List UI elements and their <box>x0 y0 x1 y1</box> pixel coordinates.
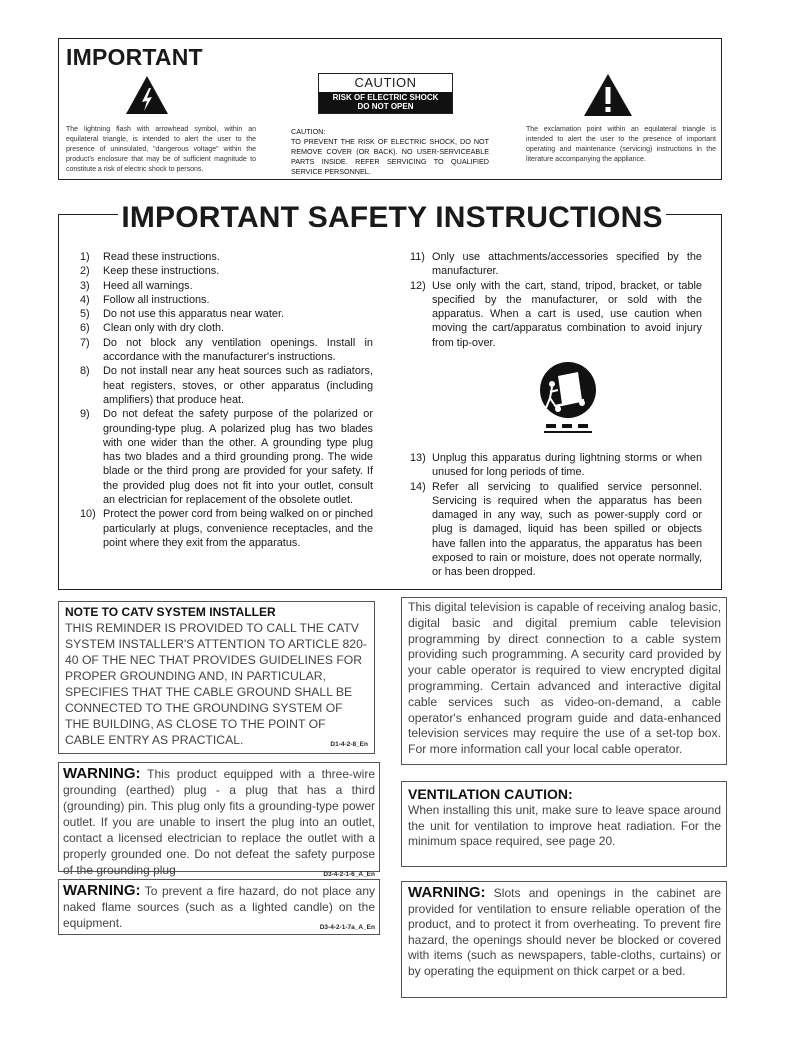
safety-item-text: Refer all servicing to qualified service personnel. Servicing is required when the apparatus has been damaged in any way, such as power-supply cord or plug is damaged, liquid has been spilled or objects have fallen into the apparatus, the apparatus has been exposed to rain or moisture, does not operate normally, or has been dropped. <box>432 480 702 579</box>
fire-warning-code: D3-4-2-1-7a_A_En <box>319 924 375 931</box>
safety-item-text: Clean only with dry cloth. <box>103 322 225 335</box>
safety-list-right-bottom <box>410 451 702 580</box>
safety-item-text: Do not install near any heat sources such as radiators, heat registers, stoves, or other apparatus (including amplifiers) that produce heat. <box>103 365 373 406</box>
safety-item-number: 14) <box>410 480 426 493</box>
exclamation-triangle-icon <box>583 73 633 117</box>
safety-item <box>80 264 373 278</box>
fire-warning-box <box>58 879 380 935</box>
safety-item <box>80 293 373 307</box>
warning-heading: WARNING: <box>408 884 486 901</box>
caution-label-bottom <box>319 92 452 113</box>
cart-tipover-icon <box>538 360 598 434</box>
openings-warning-text: Slots and openings in the cabinet are provided for ventilation to ensure reliable operation of the product, and to protect it from overheating. To prevent fire hazard, the openings should never be blocked or covered with items (such as newspapers, table-cloths, curtains) or by operating the equipment on thick carpet or a bed. <box>408 886 721 978</box>
safety-item-text: Use only with the cart, stand, tripod, bracket, or table specified by the manufacturer, or sold with the apparatus. When a cart is used, use caution when moving the cart/apparatus combination to avoid injury from tip-over. <box>432 279 702 349</box>
safety-item <box>80 336 373 365</box>
safety-item-number: 13) <box>410 452 426 464</box>
safety-item-text: Read these instructions. <box>103 251 220 263</box>
caution-explanation <box>291 127 489 177</box>
safety-item-number: 8) <box>80 365 90 378</box>
catv-note-code: D1-4-2-8_En <box>330 741 368 748</box>
grounding-warning-box <box>58 762 380 878</box>
safety-list-right-top <box>410 250 702 350</box>
safety-item <box>410 451 702 480</box>
grounding-warning-code: D3-4-2-1-6_A_En <box>323 871 375 878</box>
safety-item <box>80 250 373 264</box>
ventilation-caution-body: When installing this unit, make sure to leave space around the unit for ventilation to improve heat radiation. For the minimum space required, see page 20. <box>408 803 721 848</box>
safety-item-text: Protect the power cord from being walked on or pinched particularly at plugs, convenience receptacles, and the point where they exit from the apparatus. <box>103 508 373 549</box>
safety-item-number: 7) <box>80 336 90 349</box>
digital-tv-note: This digital television is capable of receiving analog basic, digital basic and digital premium cable television programming by direct connection to a cable system providing such programming. A security card provided by your cable operator is required to view encrypted digital programming. Certain advanced and interactive digital cable services such as video-on-demand, a cable operator's enhanced program guide and data-enhanced television services may require the use of a set-top box. For more information call your local cable operator. <box>401 597 727 765</box>
safety-item-text: Follow all instructions. <box>103 293 210 306</box>
safety-item-number: 5) <box>80 308 90 321</box>
openings-warning-box <box>401 881 727 998</box>
important-box <box>58 38 722 180</box>
caution-label-line2: DO NOT OPEN <box>357 102 414 111</box>
catv-note-body <box>65 620 368 748</box>
safety-item <box>80 364 373 407</box>
safety-item-number: 9) <box>80 408 90 421</box>
safety-item-text: Only use attachments/accessories specified by the manufacturer. <box>432 251 702 278</box>
safety-item-text: Do not block any ventilation openings. Install in accordance with the manufacturer's instructions. <box>103 336 373 364</box>
warning-heading: WARNING: <box>63 765 141 782</box>
safety-item <box>80 307 373 321</box>
safety-item-number: 1) <box>80 251 90 263</box>
safety-item <box>410 250 702 279</box>
safety-item-number: 6) <box>80 322 90 335</box>
safety-title: IMPORTANT SAFETY INSTRUCTIONS <box>118 200 666 236</box>
warning-heading: WARNING: <box>63 882 141 899</box>
caution-label-top: CAUTION <box>354 75 417 90</box>
safety-item-text: Do not defeat the safety purpose of the polarized or grounding-type plug. A polarized plug has two blades with one wider than the other. A grounding type plug has two blades and a third grounding prong. The wide blade or the third prong are provided for your safety. If the provided plug does not fit into your outlet, consult an electrician for replacement of the obsolete outlet. <box>103 408 373 507</box>
exclamation-explanation: The exclamation point within an equilateral triangle is intended to alert the user to the presence of important operating and maintenance (servicing) instructions in the literature accompanying the appliance. <box>526 126 716 163</box>
safety-item <box>80 321 373 335</box>
lightning-explanation: The lightning flash with arrowhead symbol, within an equilateral triangle, is intended to alert the user to the presence of uninsulated, "dangerous voltage" within the product's enclosure that may be of sufficient magnitude to constitute a risk of electric shock to persons. <box>66 126 256 173</box>
safety-item-number: 10) <box>80 508 96 521</box>
caution-label-line1: RISK OF ELECTRIC SHOCK <box>332 93 439 102</box>
caution-explanation-body: TO PREVENT THE RISK OF ELECTRIC SHOCK, DO NOT REMOVE COVER (OR BACK). NO USER-SERVICEABLE PARTS INSIDE. REFER SERVICING TO QUALIFIED SERVICE PERSONNEL. <box>291 137 489 176</box>
safety-item-number: 2) <box>80 265 90 278</box>
catv-note-box <box>58 601 375 754</box>
safety-item <box>410 279 702 350</box>
safety-item-text: Unplug this apparatus during lightning storms or when unused for long periods of time. <box>432 452 702 479</box>
lightning-triangle-icon <box>125 75 169 115</box>
safety-list-left <box>80 250 373 550</box>
safety-item <box>80 279 373 293</box>
safety-item <box>80 507 373 550</box>
ventilation-caution-box <box>401 781 727 867</box>
safety-item-text: Do not use this apparatus near water. <box>103 308 285 321</box>
safety-item-number: 11) <box>410 251 425 263</box>
safety-item <box>80 407 373 507</box>
safety-item-number: 3) <box>80 279 90 292</box>
catv-note-text: THIS REMINDER IS PROVIDED TO CALL THE CATV SYSTEM INSTALLER'S ATTENTION TO ARTICLE 820-40 OF THE NEC THAT PROVIDES GUIDELINES FOR PROPER GROUNDING AND, IN PARTICULAR, SPECIFIES THAT THE CABLE GROUND SHALL BE CONNECTED TO THE GROUNDING SYSTEM OF THE BUILDING, AS CLOSE TO THE POINT OF CABLE ENTRY AS PRACTICAL. <box>65 621 367 747</box>
safety-item-text: Keep these instructions. <box>103 265 220 278</box>
ventilation-caution-title: VENTILATION CAUTION: <box>408 786 573 802</box>
safety-item-text: Heed all warnings. <box>103 279 193 292</box>
safety-item-number: 4) <box>80 293 90 306</box>
safety-item <box>410 480 702 580</box>
safety-item-number: 12) <box>410 279 426 292</box>
important-title: IMPORTANT <box>66 44 203 70</box>
caution-explanation-head: CAUTION: <box>291 127 326 136</box>
catv-note-title: NOTE TO CATV SYSTEM INSTALLER <box>65 605 276 619</box>
fire-warning-text: To prevent a fire hazard, do not place any naked flame sources (such as a lighted candle) on the equipment. <box>63 884 375 930</box>
caution-label <box>318 73 453 114</box>
grounding-warning-text: This product equipped with a three-wire grounding (earthed) plug - a plug that has a third (grounding) pin. This plug only fits a grounding-type power outlet. If you are unable to insert the plug into an outlet, contact a licensed electrician to replace the outlet with a properly grounded one. Do not defeat the safety purpose of the grounding plug <box>63 767 375 877</box>
